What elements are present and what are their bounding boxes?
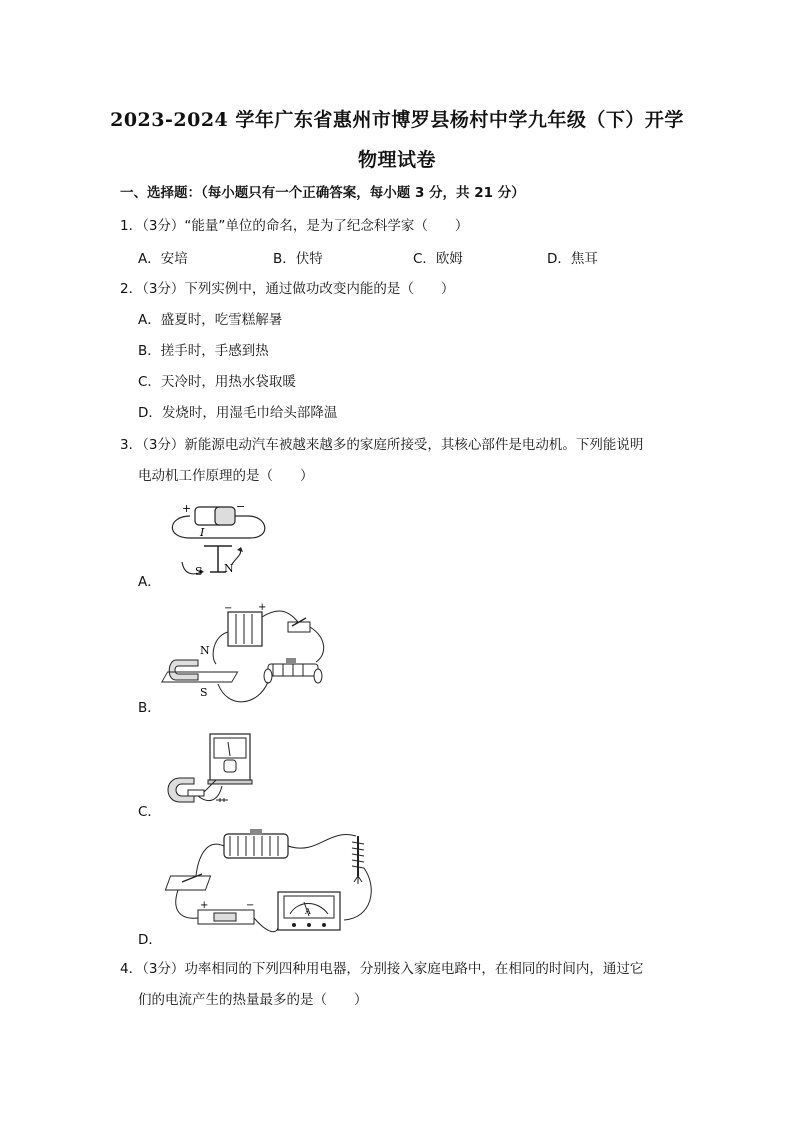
fig-a-n-pole: N [224, 562, 234, 575]
fig-b-s-pole: S [200, 686, 208, 699]
q3-figure-d-electromagnet [158, 828, 383, 940]
q1-option-b: B．伏特 [273, 251, 323, 267]
question-2-stem: 2．（3分）下列实例中，通过做功改变内能的是（ ） [120, 281, 455, 297]
fig-d-minus-sign: − [246, 900, 255, 911]
fig-a-s-pole: S [195, 565, 203, 578]
q2-option-b: B．搓手时，手感到热 [138, 343, 269, 359]
q1-option-c: C．欧姆 [413, 251, 463, 267]
exam-title-line2: 物理试卷 [357, 149, 436, 171]
fig-a-plus-sign: + [182, 502, 192, 515]
section-heading: 一、选择题：（每小题只有一个正确答案，每小题 3 分，共 21 分） [120, 185, 525, 201]
fig-a-minus-sign: − [236, 500, 246, 513]
fig-b-minus-sign: − [224, 603, 233, 614]
q3-label-c: C． [138, 804, 161, 820]
q3-label-b: B． [138, 700, 161, 716]
question-1-stem: 1．（3分）“能量”单位的命名，是为了纪念科学家（ ） [120, 218, 469, 234]
question-4-stem-line2: 们的电流产生的热量最多的是（ ） [138, 992, 368, 1008]
question-4-stem-line1: 4．（3分）功率相同的下列四种用电器，分别接入家庭电路中，在相同的时间内，通过它 [120, 961, 644, 977]
q1-option-a: A．安培 [138, 251, 188, 267]
fig-a-current-label: I [200, 526, 205, 539]
q2-option-d: D．发烧时，用湿毛巾给头部降温 [138, 405, 338, 421]
q1-option-d: D．焦耳 [547, 251, 598, 267]
fig-b-plus-sign: + [258, 602, 267, 613]
q3-figure-a-oersted [160, 498, 280, 583]
question-3-stem-line2: 电动机工作原理的是（ ） [138, 468, 314, 484]
fig-b-n-pole: N [200, 644, 210, 657]
q3-figure-c-induction [158, 730, 258, 815]
fig-d-ammeter-label: A [305, 907, 311, 916]
q2-option-c: C．天冷时，用热水袋取暖 [138, 374, 296, 390]
fig-d-plus-sign: + [200, 900, 209, 911]
q3-label-a: A． [138, 574, 161, 590]
question-3-stem-line1: 3．（3分）新能源电动汽车被越来越多的家庭所接受，其核心部件是电动机。下列能说明 [120, 437, 644, 453]
q2-option-a: A．盛夏时，吃雪糕解暑 [138, 312, 283, 328]
exam-title-line1: 2023-2024 学年广东省惠州市博罗县杨村中学九年级（下）开学 [110, 109, 684, 131]
q3-label-d: D． [138, 932, 162, 948]
q3-figure-b-motor [158, 602, 333, 710]
